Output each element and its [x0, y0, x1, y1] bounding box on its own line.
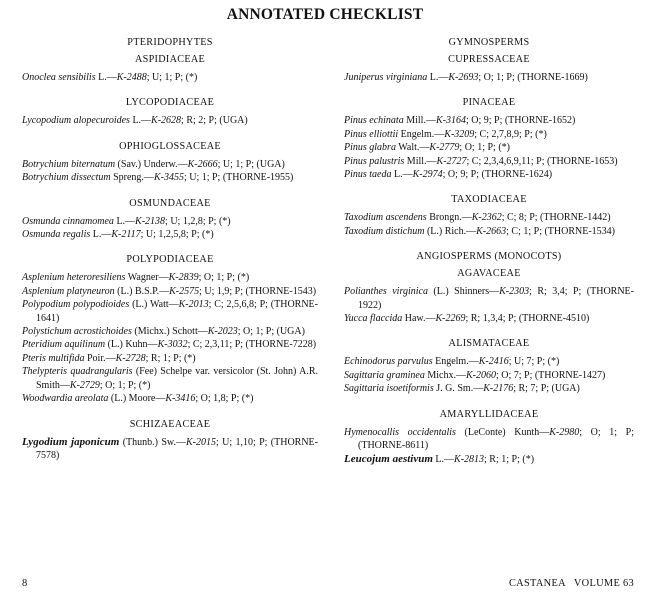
- checklist-entry: [344, 369, 634, 382]
- collection-number: K-2727: [436, 155, 467, 167]
- taxon-authority: (Sav.) Underw.—: [117, 158, 188, 170]
- checklist-entry: [22, 228, 318, 241]
- checklist-entry: [22, 325, 318, 338]
- collection-number: K-2269: [435, 313, 466, 325]
- entry-data: ; R; 2; P; (UGA): [181, 115, 248, 127]
- entry-data: ; U; 1,2,8; P; (*): [165, 215, 231, 227]
- collection-number: K-3209: [444, 128, 475, 140]
- taxon-name: Sagittaria graminea: [344, 369, 425, 381]
- collection-number: K-2628: [151, 115, 182, 127]
- taxon-authority: (Fee) Schelpe var. versicolor (St. John) A.R. Smith—: [36, 366, 319, 391]
- checklist-entry: [22, 338, 318, 351]
- taxon-name: Asplenium heteroresiliens: [22, 272, 126, 284]
- taxon-authority: Poir.—: [87, 352, 116, 364]
- checklist-entry: [344, 128, 634, 141]
- taxon-authority: Engelm.—: [435, 356, 479, 368]
- family-heading: ALISMATACEAE: [448, 338, 530, 350]
- page-title: ANNOTATED CHECKLIST: [226, 6, 424, 23]
- entry-data: ; U; 1; P; (THORNE-1955): [183, 172, 294, 184]
- taxon-name: Taxodium ascendens: [344, 212, 427, 224]
- taxon-authority: L.—: [394, 169, 413, 181]
- taxon-authority: Spreng.—: [113, 172, 154, 184]
- taxon-authority: L.—: [116, 215, 136, 227]
- family-heading: POLYPODIACEAE: [126, 254, 214, 266]
- taxon-name: Hymenocallis occidentalis: [344, 426, 456, 438]
- entry-data: ; O; 1; P; (*): [198, 272, 250, 284]
- checklist-entry: [344, 114, 634, 127]
- checklist-entry: [344, 141, 634, 154]
- collection-number: K-2839: [168, 272, 199, 284]
- entry-data: ; R; 1; P; (*): [484, 453, 535, 465]
- taxon-authority: (L.) Watt—: [132, 299, 179, 311]
- checklist-entry: [22, 215, 318, 228]
- collection-number: K-2488: [116, 72, 147, 83]
- checklist-entry: [22, 71, 318, 84]
- entry-data: ; U; 1,2,5,8; P; (*): [140, 229, 214, 241]
- collection-number: K-2728: [115, 352, 146, 364]
- family-heading: TAXODIACEAE: [451, 194, 527, 206]
- taxon-authority: Wagner—: [127, 272, 169, 284]
- collection-number: K-2015: [185, 436, 216, 448]
- entry-data: ; O; 9; P; (THORNE-1624): [442, 169, 553, 181]
- taxon-authority: (L.) Rich.—: [426, 225, 477, 237]
- taxon-name: Onoclea sensibilis: [22, 72, 96, 83]
- class-heading: ANGIOSPERMS (MONOCOTS): [416, 251, 562, 263]
- taxon-name: Polianthes virginica: [344, 286, 428, 298]
- taxon-authority: Engelm.—: [400, 128, 445, 140]
- entry-data: ; R; 1; P; (*): [145, 352, 196, 364]
- collection-number: K-2013: [178, 299, 209, 311]
- collection-number: K-2980: [549, 426, 580, 438]
- collection-number: K-2813: [454, 453, 485, 465]
- taxon-authority: (L.) Kuhn—: [107, 339, 158, 351]
- checklist-entry: [22, 271, 318, 284]
- collection-number: K-2176: [483, 383, 514, 395]
- page-number: 8: [22, 578, 28, 589]
- entry-data: ; U; 1,9; P; (THORNE-1543): [199, 285, 317, 297]
- checklist-entry: [344, 355, 634, 368]
- entry-data: ; U; 1; P; (UGA): [217, 158, 285, 170]
- collection-number: K-2117: [111, 229, 141, 241]
- entry-data: ; C; 8; P; (THORNE-1442): [501, 212, 611, 224]
- checklist-entry: [22, 392, 318, 405]
- collection-number: K-3164: [435, 115, 466, 127]
- checklist-entry: [344, 285, 634, 312]
- entry-data: ; R; 7; P; (UGA): [513, 383, 580, 395]
- taxon-name: Botrychium biternatum: [22, 158, 116, 170]
- family-heading: CUPRESSACEAE: [448, 54, 530, 65]
- taxon-name: Sagittaria isoetiformis: [344, 383, 434, 395]
- family-heading: ASPIDIACEAE: [134, 54, 206, 65]
- collection-number: K-2060: [465, 369, 496, 381]
- taxon-authority: L.—: [435, 453, 455, 465]
- entry-data: ; O; 1,8; P; (*): [195, 393, 254, 405]
- entry-data: ; U; 7; P; (*): [508, 356, 560, 368]
- checklist-entry: [344, 225, 634, 238]
- taxon-authority: J. G. Sm.—: [436, 383, 484, 395]
- family-heading: AGAVACEAE: [457, 268, 521, 280]
- entry-data: ; O; 9; P; (THORNE-1652): [465, 115, 576, 127]
- taxon-name: Polystichum acrostichoides: [22, 326, 132, 338]
- checklist-entry: [22, 365, 318, 392]
- entry-data: ; C; 2,5,6,8; P; (THORNE-1641): [36, 299, 318, 324]
- taxon-authority: (L.) B.S.P.—: [117, 285, 170, 297]
- family-heading: SCHIZAEACEAE: [129, 418, 211, 430]
- collection-number: K-2138: [135, 215, 166, 227]
- class-heading: GYMNOSPERMS: [448, 37, 530, 48]
- family-heading: AMARYLLIDACEAE: [439, 408, 539, 420]
- taxon-authority: (L.) Shinners—: [433, 286, 500, 298]
- taxon-name: Yucca flaccida: [344, 313, 403, 325]
- journal-volume: CASTANEA VOLUME 63: [508, 578, 634, 589]
- entry-data: ; U; 1; P; (*): [146, 72, 198, 83]
- checklist-entry: [22, 285, 318, 298]
- taxon-authority: (Thunb.) Sw.—: [122, 436, 186, 448]
- taxon-authority: Brongn.—: [429, 212, 472, 224]
- taxon-authority: Walt.—: [398, 142, 430, 154]
- checklist-entry: [344, 312, 634, 325]
- collection-number: K-2303: [499, 286, 530, 298]
- taxon-authority: Mill.—: [406, 155, 437, 167]
- taxon-name: Woodwardia areolata: [22, 393, 109, 405]
- entry-data: ; C; 1; P; (THORNE-1534): [506, 225, 616, 237]
- family-heading: OPHIOGLOSSACEAE: [119, 140, 221, 152]
- taxon-authority: (LeConte) Kunth—: [464, 426, 550, 438]
- taxon-authority: L.—: [132, 115, 152, 127]
- family-heading: OSMUNDACEAE: [129, 197, 211, 209]
- taxon-name: Pinus taeda: [344, 169, 392, 181]
- checklist-entry: [344, 168, 634, 181]
- taxon-name: Pinus echinata: [344, 115, 404, 127]
- collection-number: K-2729: [69, 379, 100, 391]
- taxon-name: Asplenium platyneuron: [22, 285, 115, 297]
- checklist-entry: [22, 298, 318, 325]
- collection-number: K-2974: [412, 169, 443, 181]
- taxon-name: Leucojum aestivum: [344, 452, 433, 465]
- taxon-name: Lycopodium alopecuroides: [22, 115, 130, 127]
- checklist-entry: [22, 352, 318, 365]
- collection-number: K-2362: [471, 212, 502, 224]
- taxon-name: Osmunda regalis: [22, 229, 91, 241]
- taxon-authority: (L.) Moore—: [110, 393, 166, 405]
- collection-number: K-2779: [429, 142, 460, 154]
- taxon-name: Echinodorus parvulus: [344, 356, 433, 368]
- checklist-entry: [344, 211, 634, 224]
- entry-data: ; O; 1; P; (UGA): [237, 326, 305, 338]
- entry-data: ; O; 7; P; (THORNE-1427): [495, 369, 606, 381]
- taxon-authority: L.—: [98, 72, 117, 83]
- taxon-authority: (Michx.) Schott—: [134, 326, 208, 338]
- taxon-name: Pteris multifida: [22, 352, 85, 364]
- entry-data: ; R; 3,4; P; (THORNE-1922): [358, 286, 634, 311]
- collection-number: K-2416: [478, 356, 509, 368]
- checklist-entry: [344, 382, 634, 395]
- taxon-authority: L.—: [92, 229, 112, 241]
- taxon-authority: Mill.—: [406, 115, 436, 127]
- class-heading: PTERIDOPHYTES: [127, 37, 213, 48]
- taxon-name: Osmunda cinnamomea: [22, 215, 114, 227]
- entry-data: ; O; 1; P; (*): [99, 379, 151, 391]
- left-column: [22, 36, 318, 462]
- entry-data: ; R; 1,3,4; P; (THORNE-4510): [465, 313, 590, 325]
- collection-number: K-2023: [207, 326, 238, 338]
- entry-data: ; C; 2,3,4,6,9,11; P; (THORNE-1653): [466, 155, 618, 167]
- taxon-authority: Michx.—: [427, 369, 466, 381]
- checklist-entry: [344, 155, 634, 168]
- checklist-entry: [344, 71, 634, 84]
- taxon-name: Pteridium aquilinum: [22, 339, 106, 351]
- taxon-name: Juniperus virginiana: [344, 72, 428, 83]
- checklist-entry: [344, 426, 634, 453]
- taxon-name: Taxodium distichum: [344, 225, 425, 237]
- taxon-authority: Haw.—: [404, 313, 436, 325]
- entry-data: ; O; 1; P; (THORNE-8611): [358, 426, 635, 452]
- family-heading: LYCOPODIACEAE: [125, 97, 215, 109]
- entry-data: ; C; 2,7,8,9; P; (*): [474, 128, 547, 140]
- taxon-authority: L.—: [429, 72, 449, 83]
- checklist-entry: [344, 453, 634, 466]
- entry-data: ; O; 1; P; (THORNE-1669): [478, 72, 588, 83]
- entry-data: ; U; 1,10; P; (THORNE-7578): [36, 436, 318, 461]
- taxon-name: Lygodium japonicum: [22, 435, 120, 448]
- checklist-entry: [22, 171, 318, 184]
- entry-data: ; O; 1; P; (*): [459, 142, 510, 154]
- checklist-entry: [22, 158, 318, 171]
- collection-number: K-2663: [476, 225, 507, 237]
- taxon-name: Thelypteris quadrangularis: [22, 366, 133, 378]
- taxon-name: Polypodium polypodioides: [22, 299, 130, 311]
- collection-number: K-3416: [165, 393, 196, 405]
- collection-number: K-2693: [448, 72, 479, 83]
- family-heading: PINACEAE: [462, 97, 516, 109]
- collection-number: K-3455: [153, 172, 184, 184]
- checklist-entry: [22, 114, 318, 127]
- taxon-name: Pinus glabra: [344, 142, 396, 154]
- taxon-name: Botrychium dissectum: [22, 172, 111, 184]
- collection-number: K-3032: [157, 339, 188, 351]
- checklist-entry: [22, 436, 318, 463]
- taxon-name: Pinus elliottii: [344, 128, 399, 140]
- taxon-name: Pinus palustris: [344, 155, 405, 167]
- entry-data: ; C; 2,3,11; P; (THORNE-7228): [187, 339, 317, 351]
- collection-number: K-2575: [169, 285, 200, 297]
- right-column: [344, 36, 634, 466]
- collection-number: K-2666: [187, 158, 218, 170]
